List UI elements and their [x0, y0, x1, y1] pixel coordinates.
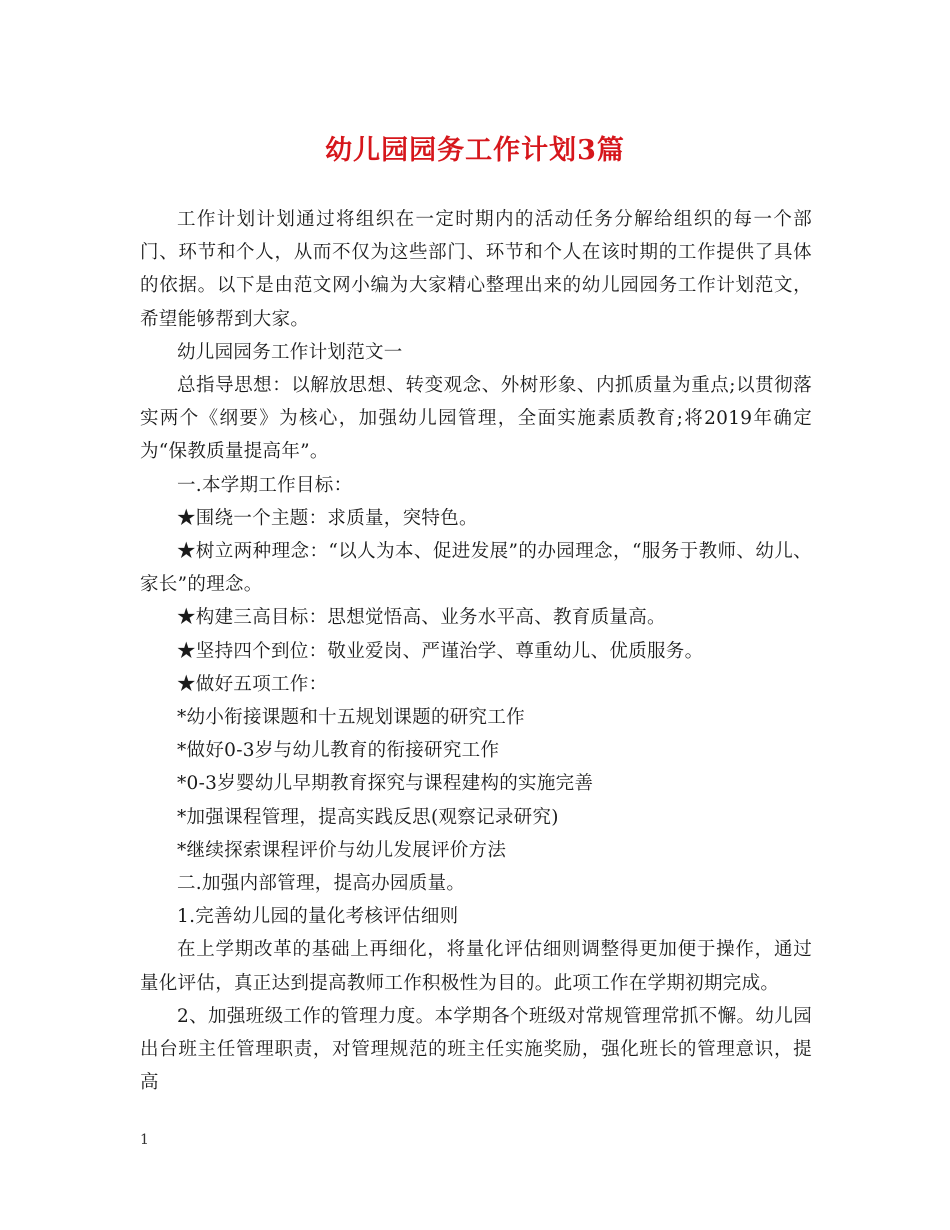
paragraph-class-management: 2、加强班级工作的管理力度。本学期各个班级对常规管理常抓不懈。幼儿园出台班主任管理职责，对管理规范的班主任实施奖励，强化班长的管理意识，提高 [140, 1005, 812, 1094]
paragraph-goal-five-tasks: ★做好五项工作： [177, 673, 328, 695]
paragraph-goals-heading: 一.本学期工作目标： [177, 474, 353, 496]
paragraph-intro: 工作计划计划通过将组织在一定时期内的活动任务分解给组织的每一个部门、环节和个人，从而不仅为这些部门、环节和个人在该时期的工作提供了具体的依据。以下是由范文网小编为大家精心整理出来的幼儿园园务工作计划范文，希望能够帮到大家。 [140, 209, 812, 330]
paragraph-guiding-idea: 总指导思想：以解放思想、转变观念、外树形象、内抓质量为重点;以贯彻落实两个《纲要》为核心，加强幼儿园管理，全面实施素质教育;将2019年确定为“保教质量提高年”。 [140, 375, 812, 463]
paragraph-goal-four-principles: ★坚持四个到位：敬业爱岗、严谨治学、尊重幼儿、优质服务。 [177, 640, 704, 662]
paragraph-task-item: *加强课程管理，提高实践反思(观察记录研究) [177, 806, 559, 828]
paragraph-task-item: *幼小衔接课题和十五规划课题的研究工作 [177, 707, 525, 729]
paragraph-subheading-assessment: 1.完善幼儿园的量化考核评估细则 [177, 906, 459, 928]
paragraph-task-item: *做好0-3岁与幼儿教育的衔接研究工作 [177, 740, 500, 762]
paragraph-section-heading: 幼儿园园务工作计划范文一 [177, 341, 403, 363]
paragraph-goal-two-concepts: ★树立两种理念：“以人为本、促进发展”的办园理念，“服务于教师、幼儿、家长”的理念。 [140, 541, 812, 596]
page-number: 1 [140, 1132, 149, 1148]
paragraph-task-item: *0-3岁婴幼儿早期教育探究与课程建构的实施完善 [177, 773, 594, 795]
paragraph-assessment-detail: 在上学期改革的基础上再细化，将量化评估细则调整得更加便于操作，通过量化评估，真正达到提高教师工作积极性为目的。此项工作在学期初期完成。 [140, 939, 812, 994]
document-body [140, 203, 812, 1099]
paragraph-goal-three-targets: ★构建三高目标：思想觉悟高、业务水平高、教育质量高。 [177, 607, 666, 629]
paragraph-task-item: *继续探索课程评价与幼儿发展评价方法 [177, 839, 507, 861]
paragraph-goal-one-theme: ★围绕一个主题：求质量，突特色。 [177, 507, 478, 529]
paragraph-management-heading: 二.加强内部管理，提高办园质量。 [177, 873, 466, 895]
page-title: 幼儿园园务工作计划3篇 [325, 135, 625, 166]
